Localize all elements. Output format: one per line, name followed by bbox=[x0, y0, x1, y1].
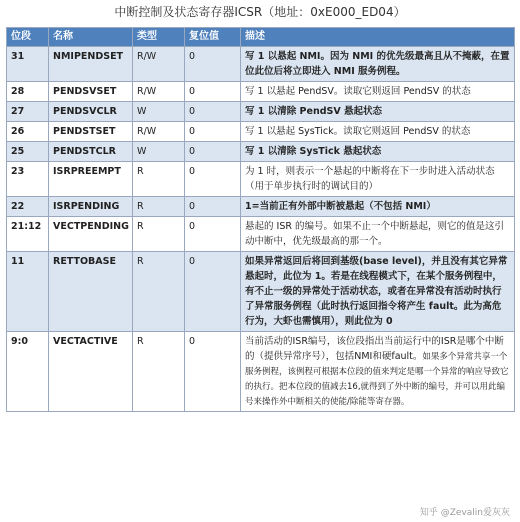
cell-bits: 27 bbox=[7, 102, 49, 122]
cell-type: R bbox=[133, 197, 185, 217]
cell-name: PENDSVCLR bbox=[49, 102, 133, 122]
cell-description bbox=[241, 197, 515, 217]
column-header-description: 描述 bbox=[241, 28, 515, 47]
table-row bbox=[7, 82, 515, 102]
cell-reset: 0 bbox=[185, 162, 241, 197]
cell-type: R bbox=[133, 217, 185, 252]
cell-bits: 9:0 bbox=[7, 332, 49, 412]
description-text: 为 1 时，则表示一个悬起的中断将在下一步时进入活动状态（用于单步执行时的调试目的） bbox=[245, 166, 495, 192]
description-text: 当前活动的ISR编号，该位段指出当前运行中的ISR是哪个中断的（提供异常序号），包括NMI和硬fault。 bbox=[245, 336, 504, 362]
cell-reset: 0 bbox=[185, 217, 241, 252]
table-row bbox=[7, 197, 515, 217]
cell-type: R bbox=[133, 332, 185, 412]
cell-reset: 0 bbox=[185, 122, 241, 142]
cell-type: W bbox=[133, 102, 185, 122]
cell-description bbox=[241, 162, 515, 197]
table-row bbox=[7, 332, 515, 412]
column-header-reset: 复位值 bbox=[185, 28, 241, 47]
cell-description bbox=[241, 252, 515, 332]
description-text: 写 1 以悬起 PendSV。读取它则返回 PendSV 的状态 bbox=[245, 86, 471, 97]
cell-type: R bbox=[133, 252, 185, 332]
page-title: 中断控制及状态寄存器ICSR（地址：0xE000_ED04） bbox=[114, 5, 406, 19]
cell-name: VECTPENDING bbox=[49, 217, 133, 252]
cell-name: NMIPENDSET bbox=[49, 47, 133, 82]
cell-description bbox=[241, 122, 515, 142]
cell-type: R bbox=[133, 162, 185, 197]
cell-reset: 0 bbox=[185, 142, 241, 162]
table-body bbox=[7, 47, 515, 412]
table-row bbox=[7, 162, 515, 197]
cell-bits: 31 bbox=[7, 47, 49, 82]
description-text: 写 1 以悬起 NMI。因为 NMI 的优先级最高且从不掩蔽，在置位此位后将立即进入 NMI 服务例程。 bbox=[245, 51, 510, 77]
cell-bits: 21:12 bbox=[7, 217, 49, 252]
table-row bbox=[7, 217, 515, 252]
table-row bbox=[7, 142, 515, 162]
watermark: 知乎 @Zevalin爱灰灰 bbox=[418, 505, 512, 518]
table-row bbox=[7, 47, 515, 82]
cell-name: PENDSTCLR bbox=[49, 142, 133, 162]
column-header-name: 名称 bbox=[49, 28, 133, 47]
cell-description bbox=[241, 82, 515, 102]
column-header-type: 类型 bbox=[133, 28, 185, 47]
cell-description bbox=[241, 102, 515, 122]
cell-description bbox=[241, 217, 515, 252]
table-row bbox=[7, 122, 515, 142]
description-text: 写 1 以清除 PendSV 悬起状态 bbox=[245, 106, 383, 117]
description-text: 悬起的 ISR 的编号。如果不止一个中断悬起，则它的值是这引动中断中，优先级最高的那一个。 bbox=[245, 221, 504, 247]
table-row bbox=[7, 252, 515, 332]
cell-bits: 22 bbox=[7, 197, 49, 217]
description-text: 写 1 以悬起 SysTick。读取它则返回 PendSV 的状态 bbox=[245, 126, 471, 137]
cell-type: R/W bbox=[133, 82, 185, 102]
cell-name: VECTACTIVE bbox=[49, 332, 133, 412]
cell-bits: 23 bbox=[7, 162, 49, 197]
cell-reset: 0 bbox=[185, 197, 241, 217]
cell-bits: 25 bbox=[7, 142, 49, 162]
cell-reset: 0 bbox=[185, 82, 241, 102]
cell-reset: 0 bbox=[185, 47, 241, 82]
cell-reset: 0 bbox=[185, 102, 241, 122]
cell-type: R/W bbox=[133, 122, 185, 142]
cell-description bbox=[241, 332, 515, 412]
cell-name: ISRPREEMPT bbox=[49, 162, 133, 197]
cell-bits: 11 bbox=[7, 252, 49, 332]
cell-type: R/W bbox=[133, 47, 185, 82]
cell-name: PENDSTSET bbox=[49, 122, 133, 142]
cell-description bbox=[241, 47, 515, 82]
table-header-row bbox=[7, 28, 515, 47]
description-text: 1=当前正有外部中断被悬起（不包括 NMI） bbox=[245, 201, 436, 212]
cell-reset: 0 bbox=[185, 252, 241, 332]
cell-bits: 26 bbox=[7, 122, 49, 142]
description-note: 如果多个异常共享一个服务例程，该例程可根据本位段的值来判定是哪一个异常的响应导致它的执行。把本位段的值减去16,就得到了外中断的编号，并可以用此编号来操作外中断相关的使能/除能等寄存器。 bbox=[245, 352, 509, 407]
cell-reset: 0 bbox=[185, 332, 241, 412]
register-table bbox=[6, 27, 515, 412]
description-text: 写 1 以清除 SysTick 悬起状态 bbox=[245, 146, 382, 157]
cell-description bbox=[241, 142, 515, 162]
cell-name: PENDSVSET bbox=[49, 82, 133, 102]
table-row bbox=[7, 102, 515, 122]
cell-bits: 28 bbox=[7, 82, 49, 102]
column-header-bits: 位段 bbox=[7, 28, 49, 47]
description-text: 如果异常返回后将回到基级(base level)，并且没有其它异常悬起时，此位为 1。若是在线程模式下，在某个服务例程中，有不止一级的异常处于活动状态，或者在异常没有活动时执行了异常服务例程（此时执行返回指令将产生 fault。此为高危行为，大虾也需慎用），则此位为 0 bbox=[245, 256, 508, 327]
cell-type: W bbox=[133, 142, 185, 162]
cell-name: ISRPENDING bbox=[49, 197, 133, 217]
cell-name: RETTOBASE bbox=[49, 252, 133, 332]
